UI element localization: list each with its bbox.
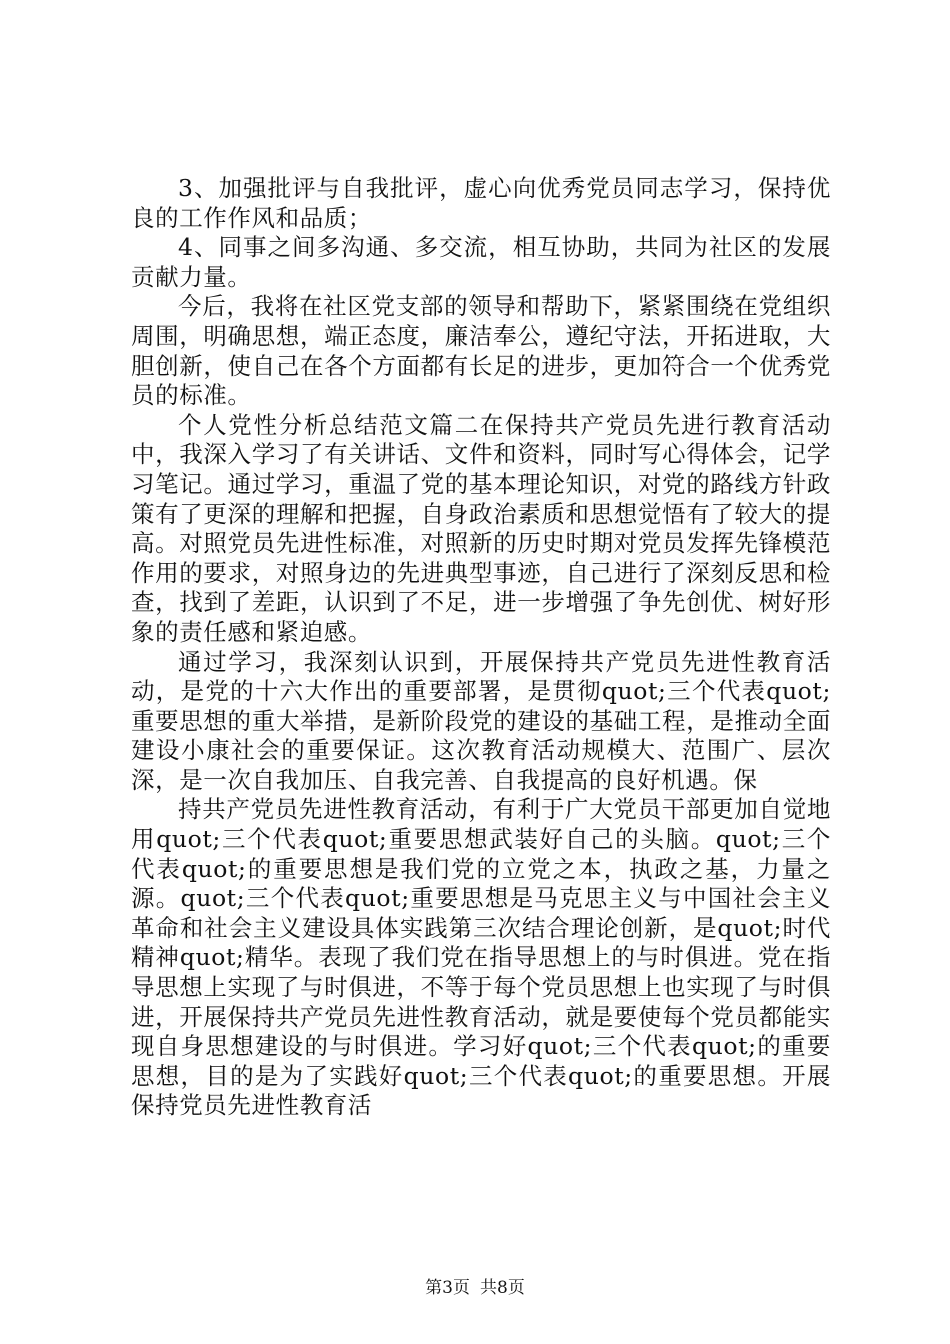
document-body [131, 174, 831, 1121]
paragraph-5: 通过学习，我深刻认识到，开展保持共产党员先进性教育活动，是党的十六大作出的重要部署，是贯彻quot;三个代表quot;重要思想的重大举措，是新阶段党的建设的基础工程，是推动全面建设小康社会的重要保证。这次教育活动规模大、范围广、层次深，是一次自我加压、自我完善、自我提高的良好机遇。保 [131, 647, 831, 794]
paragraph-4: 个人党性分析总结范文篇二在保持共产党员先进行教育活动中，我深入学习了有关讲话、文件和资料，同时写心得体会，记学习笔记。通过学习，重温了党的基本理论知识，对党的路线方针政策有了更深的理解和把握，自身政治素质和思想觉悟有了较大的提高。对照党员先进性标准，对照新的历史时期对党员发挥先锋模范作用的要求，对照身边的先进典型事迹，自己进行了深刻反思和检查，找到了差距，认识到了不足，进一步增强了争先创优、树好形象的责任感和紧迫感。 [131, 410, 831, 646]
page-total: 共8页 [480, 1278, 525, 1298]
paragraph-1: 3、加强批评与自我批评，虚心向优秀党员同志学习，保持优良的工作作风和品质； [131, 174, 831, 232]
page-footer [0, 1277, 950, 1299]
paragraph-2: 4、同事之间多沟通、多交流，相互协助，共同为社区的发展贡献力量。 [131, 233, 831, 291]
paragraph-3: 今后，我将在社区党支部的领导和帮助下，紧紧围绕在党组织周围，明确思想，端正态度，廉洁奉公，遵纪守法，开拓进取，大胆创新，使自己在各个方面都有长足的进步，更加符合一个优秀党员的标准。 [131, 292, 831, 410]
page-number: 第3页 [425, 1278, 470, 1298]
paragraph-6: 持共产党员先进性教育活动，有利于广大党员干部更加自觉地用quot;三个代表quot;重要思想武装好自己的头脑。quot;三个代表quot;的重要思想是我们党的立党之本，执政之基，力量之源。quot;三个代表quot;重要思想是马克思主义与中国社会主义革命和社会主义建设具体实践第三次结合理论创新，是quot;时代精神quot;精华。表现了我们党在指导思想上的与时俱进。党在指导思想上实现了与时俱进，不等于每个党员思想上也实现了与时俱进，开展保持共产党员先进性教育活动，就是要使每个党员都能实现自身思想建设的与时俱进。学习好quot;三个代表quot;的重要思想，目的是为了实践好quot;三个代表quot;的重要思想。开展保持党员先进性教育活 [131, 795, 831, 1120]
